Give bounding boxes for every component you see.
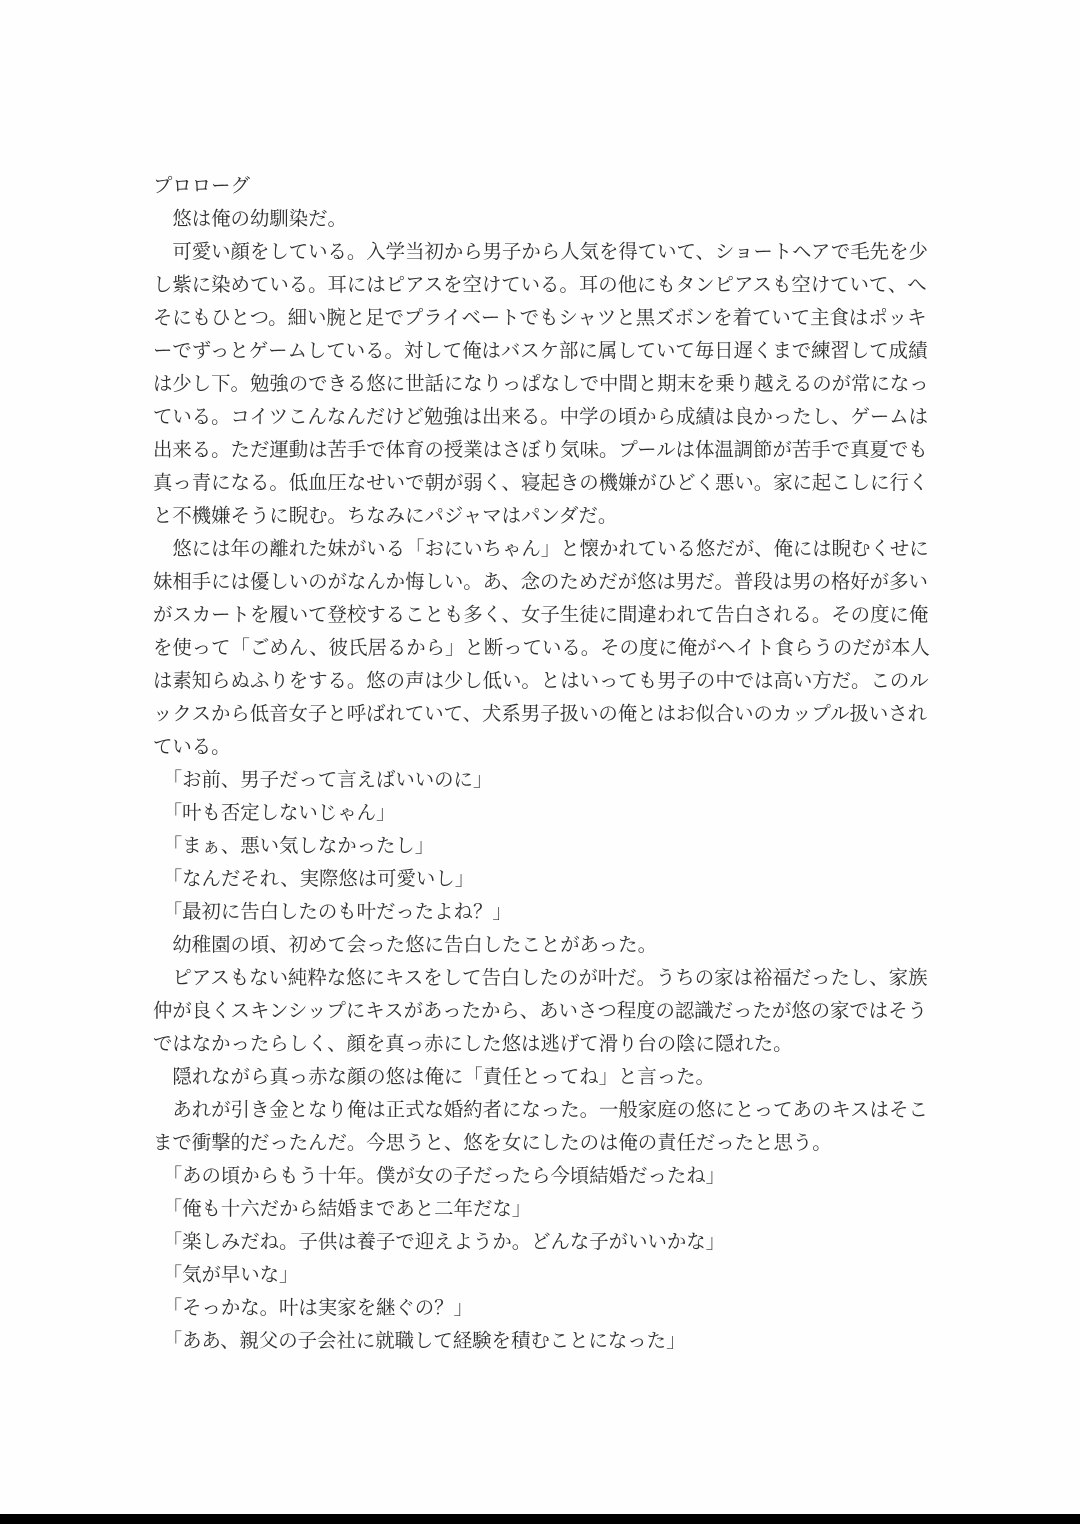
text-line: 「まぁ、悪い気しなかったし」 xyxy=(153,836,435,857)
text-line: 仲が良くスキンシップにキスがあったから、あいさつ程度の認識だったが悠の家ではそう xyxy=(153,1001,927,1022)
text-line: がスカートを履いて登校することも多く、女子生徒に間違われて告白される。その度に俺 xyxy=(153,605,929,626)
text-line: 「気が早いな」 xyxy=(153,1265,299,1286)
text-line: 幼稚園の頃、初めて会った悠に告白したことがあった。 xyxy=(153,935,657,956)
text-line: は素知らぬふりをする。悠の声は少し低い。とはいっても男子の中では高い方だ。このル xyxy=(153,671,929,692)
text-line: 妹相手には優しいのがなんか悔しい。あ、念のためだが悠は男だ。普段は男の格好が多い xyxy=(153,572,928,593)
text-line: 「最初に告白したのも叶だったよね？」 xyxy=(153,902,512,923)
text-line: し紫に染めている。耳にはピアスを空けている。耳の他にもタンピアスも空けていて、へ xyxy=(153,275,927,296)
text-line: を使って「ごめん、彼氏居るから」と断っている。その度に俺がヘイト食らうのだが本人 xyxy=(153,638,930,659)
text-line: 可愛い顔をしている。入学当初から男子から人気を得ていて、ショートヘアで毛先を少 xyxy=(153,242,928,263)
text-line: ではなかったらしく、顔を真っ赤にした悠は逃げて滑り台の陰に隠れた。 xyxy=(153,1034,793,1055)
text-line: ピアスもない純粋な悠にキスをして告白したのが叶だ。うちの家は裕福だったし、家族 xyxy=(153,968,928,989)
text-line: まで衝撃的だったんだ。今思うと、悠を女にしたのは俺の責任だったと思う。 xyxy=(153,1133,832,1154)
text-line: ている。 xyxy=(153,737,231,758)
text-line: 悠には年の離れた妹がいる「おにいちゃん」と懐かれている悠だが、俺には睨むくせに xyxy=(153,539,929,560)
text-line: ックスから低音女子と呼ばれていて、犬系男子扱いの俺とはお似合いのカップル扱いされ xyxy=(153,704,928,725)
text-line: 「楽しみだね。子供は養子で迎えようか。どんな子がいいかな」 xyxy=(153,1232,726,1253)
text-line: は少し下。勉強のできる悠に世話になりっぱなしで中間と期末を乗り越えるのが常になっ xyxy=(153,374,929,395)
text-line: 悠は俺の幼馴染だ。 xyxy=(153,209,347,230)
text-line: 「そっかな。叶は実家を継ぐの？」 xyxy=(153,1298,473,1319)
document-text xyxy=(153,170,963,1358)
text-line: 真っ青になる。低血圧なせいで朝が弱く、寝起きの機嫌がひどく悪い。家に起こしに行く xyxy=(153,473,929,494)
text-line: あれが引き金となり俺は正式な婚約者になった。一般家庭の悠にとってあのキスはそこ xyxy=(153,1100,928,1121)
chapter-title: プロローグ xyxy=(153,176,250,197)
text-line: そにもひとつ。細い腕と足でプライベートでもシャツと黒ズボンを着ていて主食はポッキ xyxy=(153,308,927,329)
text-line: 「ああ、親父の子会社に就職して経験を積むことになった」 xyxy=(153,1331,686,1352)
text-line: 「俺も十六だから結婚まであと二年だな」 xyxy=(153,1199,532,1220)
body-text xyxy=(153,203,963,1358)
text-line: 隠れながら真っ赤な顔の悠は俺に「責任とってね」と言った。 xyxy=(153,1067,715,1088)
text-line: 「なんだそれ、実際悠は可愛いし」 xyxy=(153,869,475,890)
text-line: 出来る。ただ運動は苦手で体育の授業はさぼり気味。プールは体温調節が苦手で真夏でも xyxy=(153,440,928,461)
text-line: 「お前、男子だって言えばいいのに」 xyxy=(153,770,493,791)
bottom-letterbox-bar xyxy=(0,1514,1080,1524)
text-line: と不機嫌そうに睨む。ちなみにパジャマはパンダだ。 xyxy=(153,506,618,527)
text-line: ている。コイツこんなんだけど勉強は出来る。中学の頃から成績は良かったし、ゲームは xyxy=(153,407,929,428)
text-line: 「叶も否定しないじゃん」 xyxy=(153,803,396,824)
text-line: ーでずっとゲームしている。対して俺はバスケ部に属していて毎日遅くまで練習して成績 xyxy=(153,341,928,362)
text-line: 「あの頃からもう十年。僕が女の子だったら今頃結婚だったね」 xyxy=(153,1166,726,1187)
